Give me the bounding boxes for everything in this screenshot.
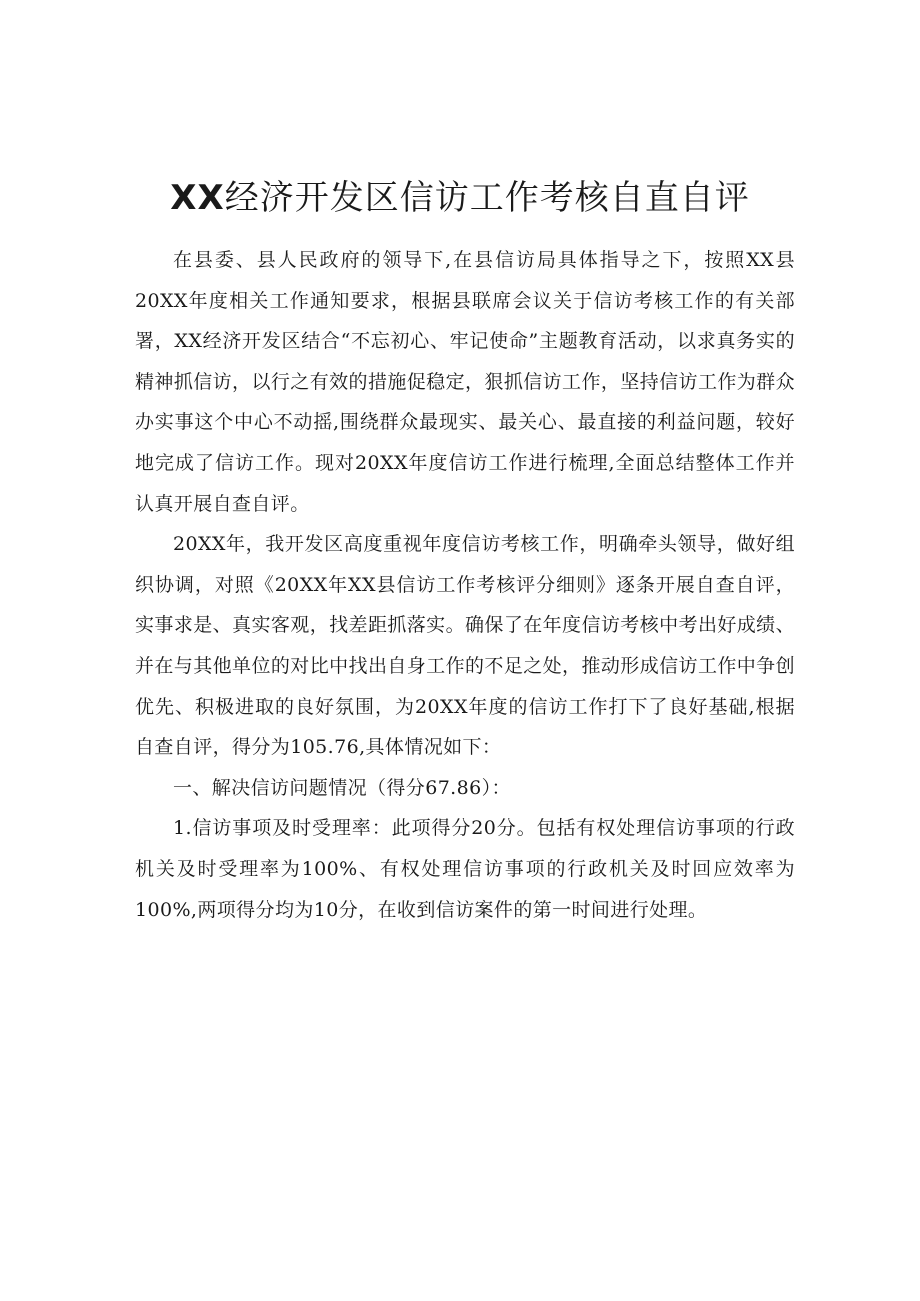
title-prefix: XX bbox=[170, 178, 225, 218]
paragraph-summary: 20XX年，我开发区高度重视年度信访考核工作，明确牵头领导，做好组织协调，对照《20XX年XX县信访工作考核评分细则》逐条开展自查自评，实事求是、真实客观，找差距抓落实。确保了在年度信访考核中考出好成绩、并在与其他单位的对比中找出自身工作的不足之处，推动形成信访工作中争创优先、积极进取的良好氛围，为20XX年度的信访工作打下了良好基础,根据自查自评，得分为105.76,具体情况如下： bbox=[135, 533, 795, 759]
paragraph-item-1: 1.信访事项及时受理率：此项得分20分。包括有权处理信访事项的行政机关及时受理率为100%、有权处理信访事项的行政机关及时回应效率为100%,两项得分均为10分，在收到信访案件的第一时间进行处理。 bbox=[135, 817, 795, 921]
section-heading: 一、解决信访问题情况（得分67.86）： bbox=[173, 776, 511, 799]
document-title bbox=[0, 174, 920, 222]
paragraph-intro: 在县委、县人民政府的领导下,在县信访局具体指导之下，按照XX县20XX年度相关工作通知要求，根据县联席会议关于信访考核工作的有关部署，XX经济开发区结合“不忘初心、牢记使命”主题教育活动，以求真务实的精神抓信访，以行之有效的措施促稳定，狠抓信访工作，坚持信访工作为群众办实事这个中心不动摇,围绕群众最现实、最关心、最直接的利益问题，较好地完成了信访工作。现对20XX年度信访工作进行梳理,全面总结整体工作并认真开展自查自评。 bbox=[135, 249, 795, 515]
title-text: 经济开发区信访工作考核自直自评 bbox=[224, 178, 750, 218]
document-body bbox=[135, 240, 795, 930]
